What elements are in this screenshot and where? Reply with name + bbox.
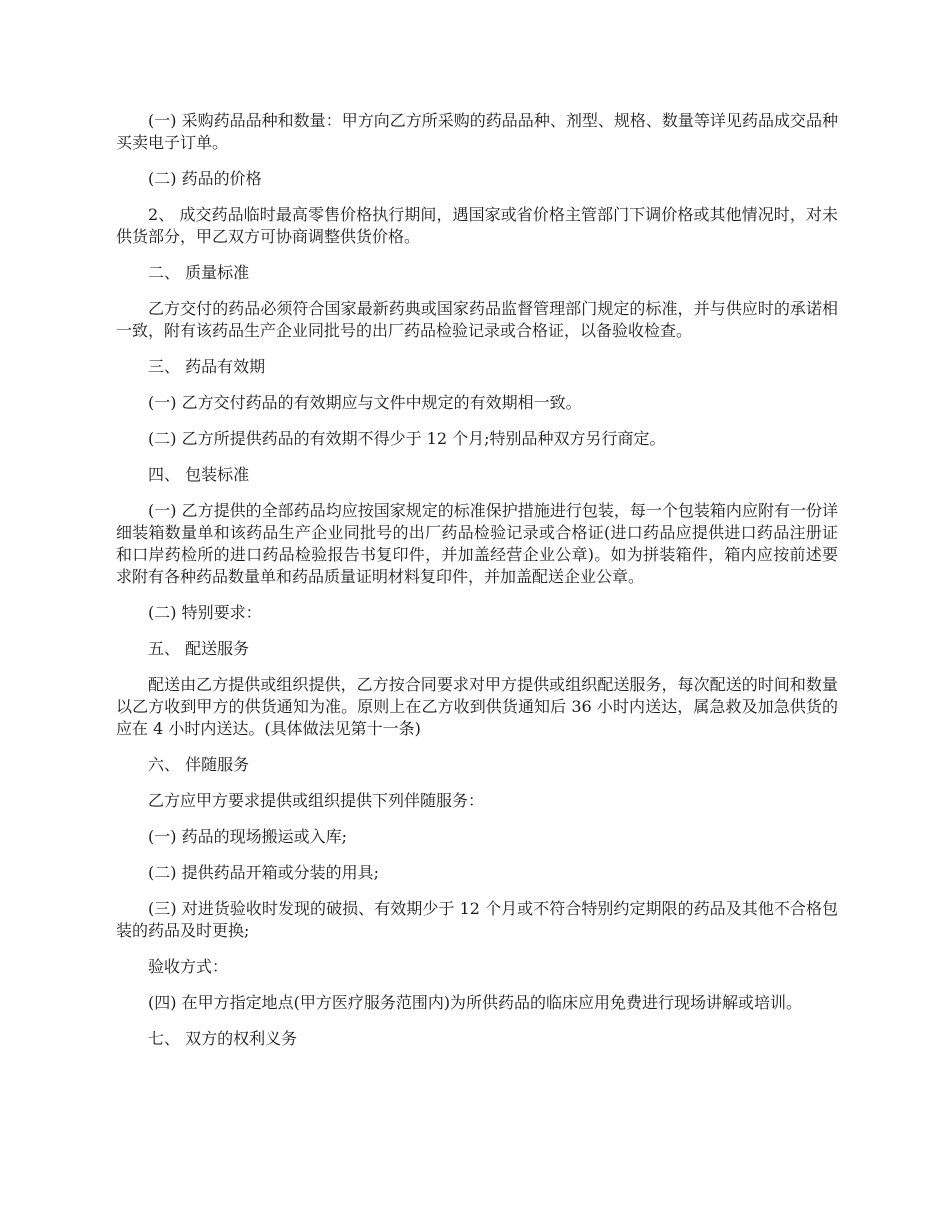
paragraph-packaging-1: (一) 乙方提供的全部药品均应按国家规定的标准保护措施进行包装，每一个包装箱内应附有一份详细装箱数量单和该药品生产企业同批号的出厂药品检验记录或合格证(进口药品应提供进口药品注册证和口岸药检所的进口药品检验报告书复印件，并加盖经营企业公章)。如为拼装箱件，箱内应按前述要求附有各种药品数量单和药品质量证明材料复印件，并加盖配送企业公章。 <box>116 501 838 586</box>
paragraph-delivery: 配送由乙方提供或组织提供，乙方按合同要求对甲方提供或组织配送服务，每次配送的时间和数量以乙方收到甲方的供货通知为准。原则上在乙方收到供货通知后 36 小时内送达，属急救及加急供货的应在 4 小时内送达。(具体做法见第十一条) <box>116 675 838 738</box>
section-heading-accompanying: 六、 伴随服务 <box>148 755 250 774</box>
paragraph-validity-2: (二) 乙方所提供药品的有效期不得少于 12 个月;特别品种双方另行商定。 <box>148 429 666 448</box>
section-heading-rights: 七、 双方的权利义务 <box>148 1029 298 1048</box>
paragraph-quality-standard: 乙方交付的药品必须符合国家最新药典或国家药品监督管理部门规定的标准，并与供应时的承诺相一致，附有该药品生产企业同批号的出厂药品检验记录或合格证，以备验收检查。 <box>116 299 838 340</box>
section-heading-quality: 二、 质量标准 <box>148 263 250 282</box>
paragraph-procurement: (一) 采购药品品种和数量：甲方向乙方所采购的药品品种、剂型、规格、数量等详见药品成交品种买卖电子订单。 <box>116 111 838 152</box>
paragraph-accompanying-4: (四) 在甲方指定地点(甲方医疗服务范围内)为所供药品的临床应用免费进行现场讲解或培训。 <box>148 993 803 1012</box>
section-heading-delivery: 五、 配送服务 <box>148 639 250 658</box>
paragraph-accompanying-3: (三) 对进货验收时发现的破损、有效期少于 12 个月或不符合特别约定期限的药品及其他不合格包装的药品及时更换; <box>116 899 838 940</box>
document-page <box>116 110 838 1064</box>
paragraph-accompanying-intro: 乙方应甲方要求提供或组织提供下列伴随服务： <box>148 791 485 810</box>
paragraph-validity-1: (一) 乙方交付药品的有效期应与文件中规定的有效期相一致。 <box>148 393 582 412</box>
paragraph-drug-price: (二) 药品的价格 <box>148 169 262 188</box>
paragraph-accompanying-2: (二) 提供药品开箱或分装的用具; <box>148 863 379 882</box>
section-heading-packaging: 四、 包装标准 <box>148 465 250 484</box>
paragraph-accompanying-1: (一) 药品的现场搬运或入库; <box>148 827 347 846</box>
paragraph-price-adjustment: 2、 成交药品临时最高零售价格执行期间，遇国家或省价格主管部门下调价格或其他情况时，对未供货部分，甲乙双方可协商调整供货价格。 <box>116 205 838 246</box>
paragraph-acceptance-method: 验收方式： <box>148 957 229 976</box>
section-heading-validity: 三、 药品有效期 <box>148 357 266 376</box>
paragraph-special-requirements: (二) 特别要求： <box>148 603 262 622</box>
